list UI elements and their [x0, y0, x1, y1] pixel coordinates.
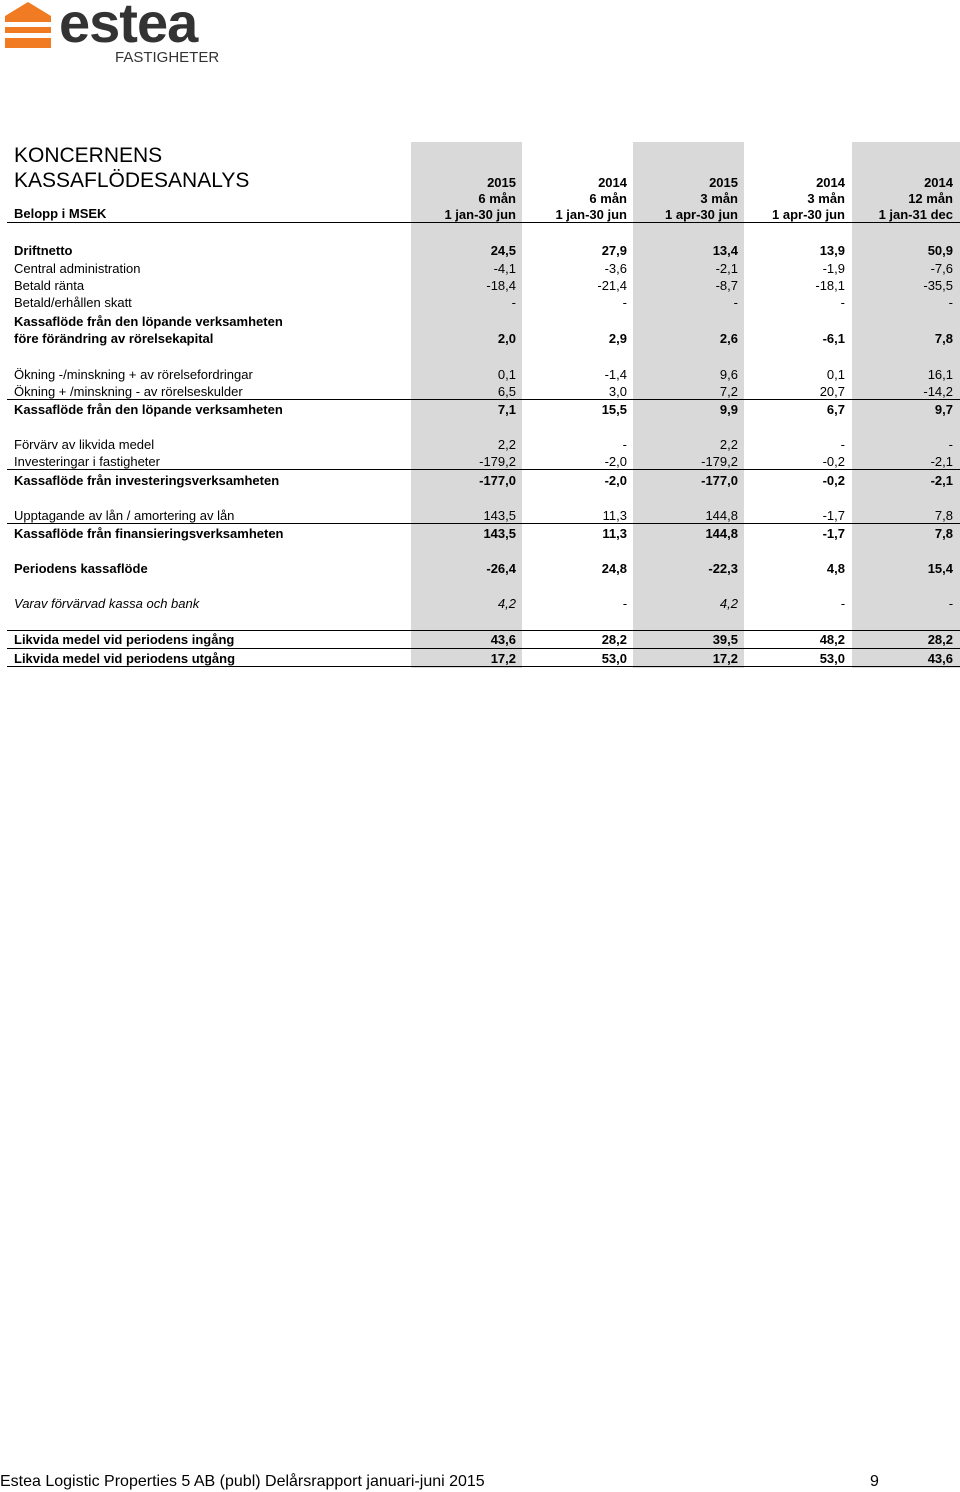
cell-value: 53,0 — [819, 651, 845, 666]
column-header-period: 6 mån — [589, 191, 627, 206]
column-header-year: 2014 — [598, 175, 627, 190]
page-number: 9 — [870, 1473, 879, 1490]
row-label-text: Varav förvärvad kassa och bank — [14, 596, 200, 611]
column-header-period: 12 mån — [908, 191, 953, 206]
cell-value: -1,7 — [822, 508, 845, 523]
header-rule — [7, 222, 960, 223]
cell-value: 15,5 — [601, 402, 627, 417]
cell-value: 9,9 — [719, 402, 738, 417]
row-label — [14, 277, 84, 294]
column-header-range: 1 apr-30 jun — [772, 207, 845, 222]
row-label-text: Likvida medel vid periodens utgång — [14, 651, 236, 666]
cell-value: -1,4 — [604, 367, 627, 382]
table-row — [0, 631, 960, 648]
cell-value: -2,0 — [604, 454, 627, 469]
row-label-text: Driftnetto — [14, 243, 73, 258]
cell-value: 28,2 — [601, 632, 627, 647]
row-label — [14, 472, 279, 489]
cell-value: - — [948, 295, 953, 310]
page-title — [14, 143, 249, 193]
column-header-range: 1 apr-30 jun — [665, 207, 738, 222]
row-label — [14, 366, 253, 383]
cell-value: -14,2 — [923, 384, 953, 399]
cell-value: 7,1 — [497, 402, 516, 417]
table-row — [0, 453, 960, 470]
cell-value: 6,5 — [497, 384, 516, 399]
cell-value: -177,0 — [479, 473, 516, 488]
cell-value: 9,7 — [934, 402, 953, 417]
cell-value: - — [840, 437, 845, 452]
cell-value: 11,3 — [602, 508, 627, 523]
row-label-text: Betald/erhållen skatt — [14, 295, 132, 310]
row-label-text: Upptagande av lån / amortering av lån — [14, 508, 235, 523]
row-label-text: Kassaflöde från den löpande verksamheten — [14, 402, 283, 417]
cell-value: -8,7 — [715, 278, 738, 293]
cell-value: 11,3 — [602, 526, 627, 541]
row-label — [14, 260, 140, 277]
row-label-text: Periodens kassaflöde — [14, 561, 148, 576]
cell-value: 4,2 — [497, 596, 516, 611]
cell-value: 7,8 — [934, 508, 953, 523]
cell-value: 17,2 — [712, 651, 738, 666]
row-label-text: Kassaflöde från den löpande verksamheten — [14, 314, 283, 329]
cell-value: 13,4 — [712, 243, 738, 258]
row-label-text: Kassaflöde från finansieringsverksamheten — [14, 526, 284, 541]
cell-value: 43,6 — [927, 651, 953, 666]
footer-text: Estea Logistic Properties 5 AB (publ) Delårsrapport januari-juni 2015 — [0, 1473, 485, 1490]
cell-value: 7,8 — [934, 331, 953, 346]
cell-value: -3,6 — [604, 261, 627, 276]
cell-value: 50,9 — [927, 243, 953, 258]
cell-value: 27,9 — [601, 243, 627, 258]
column-header-4 — [735, 175, 845, 223]
cell-value: 16,1 — [927, 367, 953, 382]
cell-value: 0,1 — [497, 367, 516, 382]
row-label — [14, 595, 199, 612]
cell-value: 4,8 — [826, 561, 845, 576]
row-label — [14, 313, 283, 347]
cell-value: -35,5 — [923, 278, 953, 293]
cell-value: 39,5 — [712, 632, 738, 647]
row-label — [14, 650, 235, 667]
cell-value: -179,2 — [701, 454, 738, 469]
column-header-period: 6 mån — [478, 191, 516, 206]
cell-value: -1,9 — [822, 261, 845, 276]
cell-value: 6,7 — [826, 402, 845, 417]
logo-wordmark: estea — [59, 0, 198, 54]
cell-value: 144,8 — [705, 526, 738, 541]
column-header-1 — [406, 175, 516, 223]
cell-value: - — [622, 295, 627, 310]
cell-value: 143,5 — [483, 508, 516, 523]
table-row — [0, 401, 960, 418]
cell-value: - — [840, 596, 845, 611]
table-row — [0, 366, 960, 383]
table-row — [0, 294, 960, 311]
row-label — [14, 242, 73, 259]
cell-value: 24,5 — [490, 243, 516, 258]
row-label-text: Kassaflöde från investeringsverksamheten — [14, 473, 280, 488]
cell-value: -18,1 — [815, 278, 845, 293]
cell-value: -7,6 — [930, 261, 953, 276]
unit-label: Belopp i MSEK — [14, 206, 107, 221]
table-row — [0, 472, 960, 489]
cell-value: 13,9 — [819, 243, 845, 258]
title-line-2: KASSAFLÖDESANALYS — [14, 169, 250, 192]
cell-value: - — [733, 295, 738, 310]
column-header-period: 3 mån — [700, 191, 738, 206]
column-header-5 — [843, 175, 953, 223]
table-row — [0, 383, 960, 400]
column-header-year: 2014 — [924, 175, 953, 190]
cell-value: 24,8 — [601, 561, 627, 576]
column-header-year: 2015 — [709, 175, 738, 190]
cell-value: - — [948, 437, 953, 452]
cell-value: - — [840, 295, 845, 310]
cell-value: -0,2 — [822, 473, 845, 488]
row-label-text: Förvärv av likvida medel — [14, 437, 155, 452]
row-label-text: Central administration — [14, 261, 141, 276]
estea-house-icon — [5, 2, 51, 48]
cell-value: 2,6 — [719, 331, 738, 346]
cell-value: 48,2 — [819, 632, 845, 647]
row-label — [14, 560, 148, 577]
cell-value: 7,2 — [719, 384, 738, 399]
column-header-range: 1 jan-31 dec — [878, 207, 953, 222]
column-header-range: 1 jan-30 jun — [555, 207, 627, 222]
cell-value: -21,4 — [597, 278, 627, 293]
cell-value: -6,1 — [822, 331, 845, 346]
cell-value: -179,2 — [479, 454, 516, 469]
row-label-text: Ökning -/minskning + av rörelsefordringar — [14, 367, 253, 382]
column-header-period: 3 mån — [807, 191, 845, 206]
table-row — [0, 525, 960, 542]
row-label — [14, 294, 132, 311]
cell-value: 2,2 — [497, 437, 516, 452]
table-row — [0, 507, 960, 524]
cell-value: 0,1 — [826, 367, 845, 382]
cell-value: -18,4 — [486, 278, 516, 293]
row-label-text: Ökning + /minskning - av rörelseskulder — [14, 384, 243, 399]
row-label-text: Investeringar i fastigheter — [14, 454, 160, 469]
row-label — [14, 436, 154, 453]
cell-value: 2,9 — [608, 331, 627, 346]
cell-value: 4,2 — [719, 596, 738, 611]
table-row — [0, 595, 960, 612]
cell-value: - — [511, 295, 516, 310]
cell-value: -26,4 — [486, 561, 516, 576]
cell-value: - — [622, 596, 627, 611]
row-label — [14, 401, 283, 418]
cell-value: 2,0 — [497, 331, 516, 346]
title-line-1: KONCERNENS — [14, 144, 163, 167]
column-header-year: 2015 — [487, 175, 516, 190]
cell-value: 9,6 — [719, 367, 738, 382]
table-row — [0, 260, 960, 277]
row-label-text: Betald ränta — [14, 278, 85, 293]
row-label — [14, 631, 234, 648]
cell-value: 3,0 — [608, 384, 627, 399]
row-label — [14, 507, 234, 524]
cell-value: -1,7 — [822, 526, 845, 541]
row-label-text-2: före förändring av rörelsekapital — [14, 331, 214, 346]
rule-between-cash-rows — [7, 648, 960, 649]
cell-value: -2,1 — [715, 261, 738, 276]
cell-value: - — [622, 437, 627, 452]
table-row — [0, 560, 960, 577]
row-label — [14, 383, 243, 400]
row-label — [14, 525, 284, 542]
column-header-year: 2014 — [816, 175, 845, 190]
cell-value: 144,8 — [705, 508, 738, 523]
column-header-3 — [628, 175, 738, 223]
estea-logo — [5, 0, 245, 70]
row-label — [14, 453, 160, 470]
logo-subtitle: FASTIGHETER — [115, 49, 220, 66]
cell-value: -4,1 — [493, 261, 516, 276]
column-header-2 — [517, 175, 627, 223]
cell-value: -2,1 — [930, 473, 953, 488]
row-label-text: Likvida medel vid periodens ingång — [14, 632, 235, 647]
cell-value: 28,2 — [927, 632, 953, 647]
cell-value: 17,2 — [490, 651, 516, 666]
column-header-range: 1 jan-30 jun — [444, 207, 516, 222]
cell-value: - — [948, 596, 953, 611]
cell-value: 7,8 — [934, 526, 953, 541]
cell-value: 20,7 — [819, 384, 845, 399]
table-row — [0, 277, 960, 294]
cell-value: -2,1 — [930, 454, 953, 469]
cell-value: 43,6 — [490, 632, 516, 647]
cell-value: 15,4 — [927, 561, 953, 576]
cell-value: 143,5 — [483, 526, 516, 541]
cell-value: 53,0 — [601, 651, 627, 666]
cell-value: 2,2 — [719, 437, 738, 452]
cell-value: -22,3 — [708, 561, 738, 576]
table-row — [0, 650, 960, 667]
table-row — [0, 313, 960, 347]
table-row — [0, 436, 960, 453]
cell-value: -0,2 — [822, 454, 845, 469]
table-row — [0, 242, 960, 259]
cell-value: -2,0 — [604, 473, 627, 488]
cell-value: -177,0 — [701, 473, 738, 488]
